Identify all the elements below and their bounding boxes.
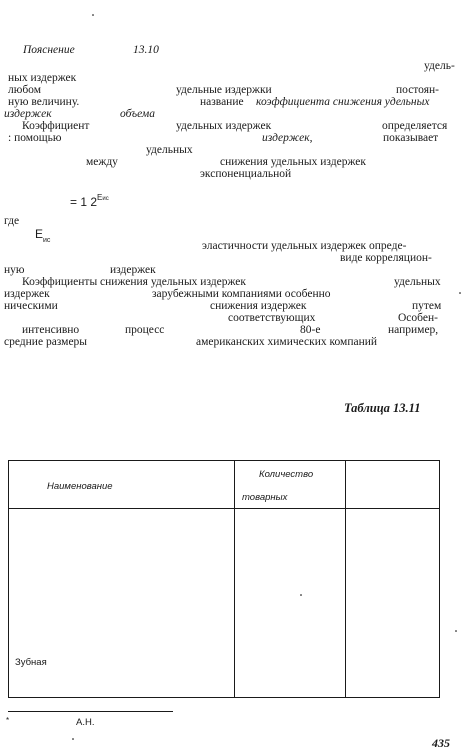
text-fragment: 80-е xyxy=(300,324,321,336)
data-table xyxy=(8,460,440,698)
text-fragment: виде корреляцион- xyxy=(340,252,432,264)
text-fragment: удельных xyxy=(146,144,193,156)
formula-lhs: = 1 2 xyxy=(70,195,98,209)
section-number: 13.10 xyxy=(133,44,159,56)
scan-speck xyxy=(92,14,94,16)
footnote-rule xyxy=(8,711,173,712)
text-fragment: удельных издержек xyxy=(176,120,272,132)
text-fragment: снижения удельных издержек xyxy=(220,156,366,168)
text-fragment: эластичности удельных издержек опреде- xyxy=(202,240,407,252)
text-fragment: снижения издержек xyxy=(210,300,307,312)
text-fragment: удель- xyxy=(424,60,455,72)
table-divider xyxy=(234,461,235,697)
where-symbol-sub: ис xyxy=(43,237,51,244)
text-fragment: ную величину. xyxy=(8,96,80,108)
text-fragment: интенсивно xyxy=(22,324,80,336)
text-fragment: средние размеры xyxy=(4,336,88,348)
text-fragment: американских химических компаний xyxy=(196,336,378,348)
scan-speck xyxy=(459,292,461,294)
text-fragment: между xyxy=(86,156,118,168)
text-fragment: удельных xyxy=(394,276,441,288)
text-fragment: Особен- xyxy=(398,312,438,324)
text-fragment: объема xyxy=(120,108,155,120)
table-caption: Таблица 13.11 xyxy=(344,401,421,415)
text-fragment: ных издержек xyxy=(8,72,77,84)
table-header-rule xyxy=(9,508,439,509)
text-fragment: например, xyxy=(388,324,439,336)
text-fragment: экспоненциальной xyxy=(200,168,292,180)
text-fragment: путем xyxy=(412,300,442,312)
text-fragment: процесс xyxy=(125,324,165,336)
scan-speck xyxy=(455,630,457,632)
text-fragment: постоян- xyxy=(396,84,439,96)
text-fragment: издержек xyxy=(110,264,156,276)
footnote-author: А.Н. xyxy=(76,717,95,728)
text-fragment: Коэффициенты снижения удельных издержек xyxy=(22,276,246,288)
text-fragment: ную xyxy=(4,264,25,276)
where-symbol-letter: E xyxy=(35,227,44,241)
text-fragment: издержек, xyxy=(262,132,313,144)
text-fragment: удельные издержки xyxy=(176,84,272,96)
text-fragment: ническими xyxy=(4,300,58,312)
footnote-marker: * xyxy=(6,716,10,725)
where-symbol xyxy=(35,228,50,243)
scan-speck xyxy=(300,594,302,596)
text-fragment: издержек xyxy=(4,288,50,300)
where-label: где xyxy=(4,215,20,227)
text-fragment: название xyxy=(200,96,244,108)
text-fragment: соответствующих xyxy=(228,312,316,324)
page-number: 435 xyxy=(432,736,450,750)
text-fragment: любом xyxy=(8,84,41,96)
text-fragment: коэффициента снижения удельных xyxy=(256,96,430,108)
table-header-quantity-line2: товарных xyxy=(242,492,288,503)
formula-exponent: E xyxy=(97,193,103,202)
text-fragment: издержек xyxy=(4,108,52,120)
table-row-label: Зубная xyxy=(15,657,47,668)
text-fragment: определяется xyxy=(382,120,448,132)
text-fragment: показывает xyxy=(383,132,439,144)
text-fragment: : помощью xyxy=(8,132,62,144)
text-fragment: зарубежными компаниями особенно xyxy=(152,288,331,300)
formula xyxy=(70,193,109,212)
text-fragment: Коэффициент xyxy=(22,120,90,132)
formula-exponent-sub: ис xyxy=(102,196,109,202)
table-divider xyxy=(345,461,346,697)
section-label: Пояснение xyxy=(23,44,75,56)
table-header-name: Наименование xyxy=(47,481,113,492)
scan-speck xyxy=(72,738,74,740)
table-header-quantity-line1: Количество xyxy=(259,469,314,480)
